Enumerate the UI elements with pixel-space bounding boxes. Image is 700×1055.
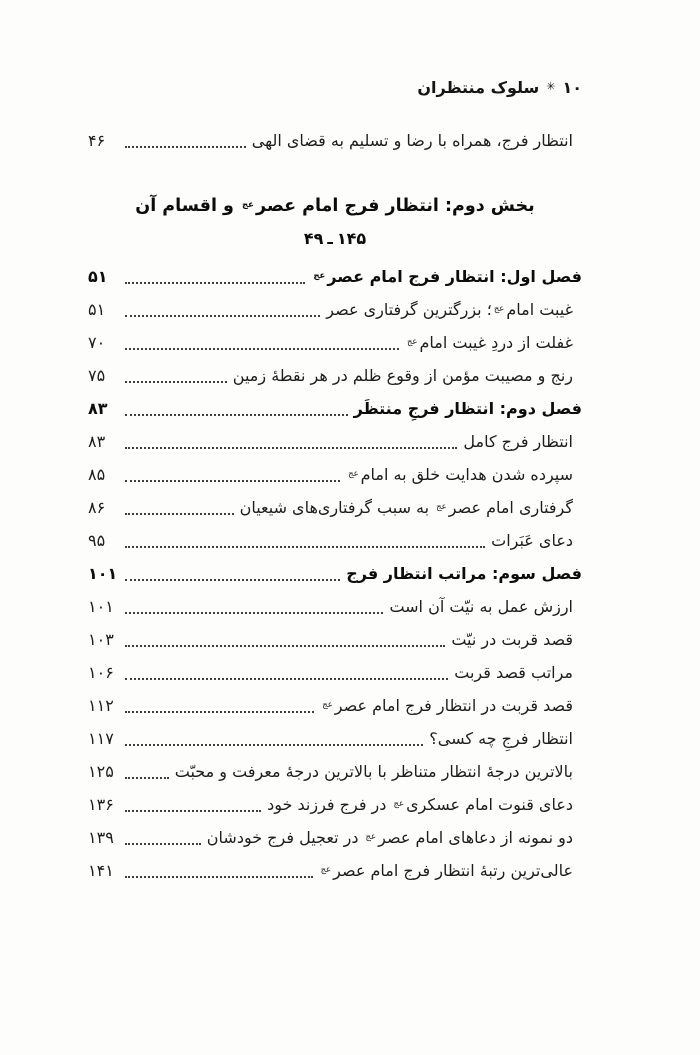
toc-entry-page: ۱۱۲: [88, 696, 114, 715]
toc-row: [88, 590, 582, 623]
toc-row: [88, 425, 582, 458]
toc-entry-page: ۱۰۱: [88, 597, 114, 616]
honorific-symbol: عج: [320, 865, 332, 875]
dotted-leader: [125, 698, 314, 713]
running-head: [88, 0, 582, 100]
toc-entry-page: ۸۶: [88, 498, 106, 517]
toc-entry-title: دعای قنوت امام عسکریعج در فرج فرزند خود: [267, 795, 573, 814]
toc-row: [88, 326, 582, 359]
toc-entry-page: ۱۰۱: [88, 564, 118, 583]
toc-entry-page: ۱۴۱: [88, 861, 114, 880]
book-title: سلوک منتظران: [417, 77, 540, 97]
toc-row: [88, 656, 582, 689]
dotted-leader: [125, 632, 445, 647]
toc-entry-title: سپرده شدن هدایت خلق به امامعج: [348, 465, 573, 484]
toc-entry-page: ۷۰: [88, 333, 106, 352]
toc-row: [88, 491, 582, 524]
honorific-symbol: عج: [393, 799, 405, 809]
toc-rows: [88, 260, 582, 887]
dotted-leader: [125, 533, 485, 548]
dotted-leader: [125, 764, 169, 779]
toc-entry-title: غفلت از دردِ غیبت امامعج: [406, 333, 573, 352]
toc-entry-title: گرفتاری امام عصرعج به سبب گرفتاری‌های شیعیان: [239, 498, 573, 517]
dotted-leader: [125, 566, 340, 581]
toc-entry-page: ۸۳: [88, 399, 108, 418]
toc-entry-page: ۸۳: [88, 432, 106, 451]
dotted-leader: [125, 434, 457, 449]
toc-entry-page: ۵۱: [88, 267, 108, 286]
toc-entry-title: مراتب قصد قربت: [454, 663, 573, 682]
toc-entry-title: غیبت امامعج؛ بزرگترین گرفتاری عصر: [326, 300, 573, 319]
toc-entry-page: ۹۵: [88, 531, 106, 550]
part-page-range: [88, 225, 582, 251]
range-start: ۴۹: [303, 228, 324, 248]
honorific-symbol: عج: [436, 502, 447, 512]
toc-entry-page: ۵۱: [88, 300, 106, 319]
toc-row: [88, 623, 582, 656]
toc-entry-title: عالی‌ترین رتبهٔ انتظار فرج امام عصرعج: [320, 861, 573, 880]
toc-row: [88, 854, 582, 887]
toc-row: [88, 359, 582, 392]
toc-entry-title: فصل اول: انتظار فرج امام عصرعج: [313, 267, 582, 286]
toc-entry-page: ۱۰۳: [88, 630, 114, 649]
dotted-leader: [125, 467, 340, 482]
dotted-leader: [125, 401, 348, 416]
toc-row: [88, 689, 582, 722]
dotted-leader: [125, 731, 423, 746]
honorific-symbol: عج: [322, 700, 333, 710]
honorific-symbol: عج: [242, 200, 254, 210]
toc-row: [88, 458, 582, 491]
toc-row: [88, 755, 582, 788]
dotted-leader: [125, 335, 399, 350]
honorific-symbol: عج: [406, 337, 418, 347]
toc-row: [88, 293, 582, 326]
toc-entry-page: ۱۱۷: [88, 729, 114, 748]
dotted-leader: [125, 133, 246, 148]
dotted-leader: [125, 368, 227, 383]
honorific-symbol: عج: [348, 469, 359, 479]
toc-entry-title: ارزش عمل به نیّت آن است: [389, 597, 573, 616]
toc-entry-page: ۸۵: [88, 465, 106, 484]
toc-entry-title: فصل دوم: انتظار فرجِ منتظَر: [353, 399, 582, 418]
toc-entry-title: فصل سوم: مراتب انتظار فرج: [346, 564, 582, 583]
toc-content: [88, 0, 582, 887]
running-head-page-number: ۱۰: [562, 77, 582, 97]
star-icon: ✳: [546, 79, 556, 93]
dotted-leader: [125, 500, 234, 515]
toc-row: [88, 722, 582, 755]
honorific-symbol: عج: [365, 832, 377, 842]
dotted-leader: [125, 302, 320, 317]
toc-entry-page: ۷۵: [88, 366, 106, 385]
toc-row: [88, 124, 582, 157]
toc-entry-title: دو نمونه از دعاهای امام عصرعج در تعجیل فرج خودشان: [206, 828, 573, 847]
dotted-leader: [125, 599, 383, 614]
toc-row: [88, 392, 582, 425]
honorific-symbol: عج: [493, 304, 505, 314]
toc-entry-page: ۱۳۹: [88, 828, 114, 847]
toc-row: [88, 524, 582, 557]
toc-entry-title: انتظار فرج، همراه با رضا و تسلیم به قضای الهی: [251, 131, 573, 150]
toc-entry-title: بالاترین درجهٔ انتظار متناظر با بالاترین درجهٔ معرفت و محبّت: [174, 762, 573, 781]
range-dash: ـ: [327, 228, 333, 248]
toc-entry-title: قصد قربت در نیّت: [451, 630, 573, 649]
dotted-leader: [125, 665, 448, 680]
toc-entry-title: قصد قربت در انتظار فرج امام عصرعج: [322, 696, 573, 715]
toc-row: [88, 788, 582, 821]
toc-entry-page: ۱۰۶: [88, 663, 114, 682]
toc-row: [88, 821, 582, 854]
toc-entry-page: ۱۲۵: [88, 762, 114, 781]
dotted-leader: [125, 269, 305, 284]
toc-entry-title: رنج و مصیبت مؤمن از وقوع ظلم در هر نقطهٔ زمین: [232, 366, 573, 385]
toc-entry-title: انتظار فرج کامل: [463, 432, 573, 451]
toc-entry-title: انتظار فرجِ چه کسی؟: [429, 729, 573, 748]
toc-entry-page: ۴۶: [88, 131, 106, 150]
toc-row: [88, 260, 582, 293]
toc-entry-page: ۱۳۶: [88, 795, 114, 814]
part-heading: بخش دوم: انتظار فرج امام عصرعج و اقسام آن: [88, 191, 582, 221]
honorific-symbol: عج: [313, 271, 326, 281]
toc-entry-title: دعای عَبَرات: [491, 531, 573, 550]
dotted-leader: [125, 863, 313, 878]
range-end: ۱۴۵: [336, 228, 367, 248]
toc-row: [88, 557, 582, 590]
dotted-leader: [125, 830, 201, 845]
dotted-leader: [125, 797, 261, 812]
